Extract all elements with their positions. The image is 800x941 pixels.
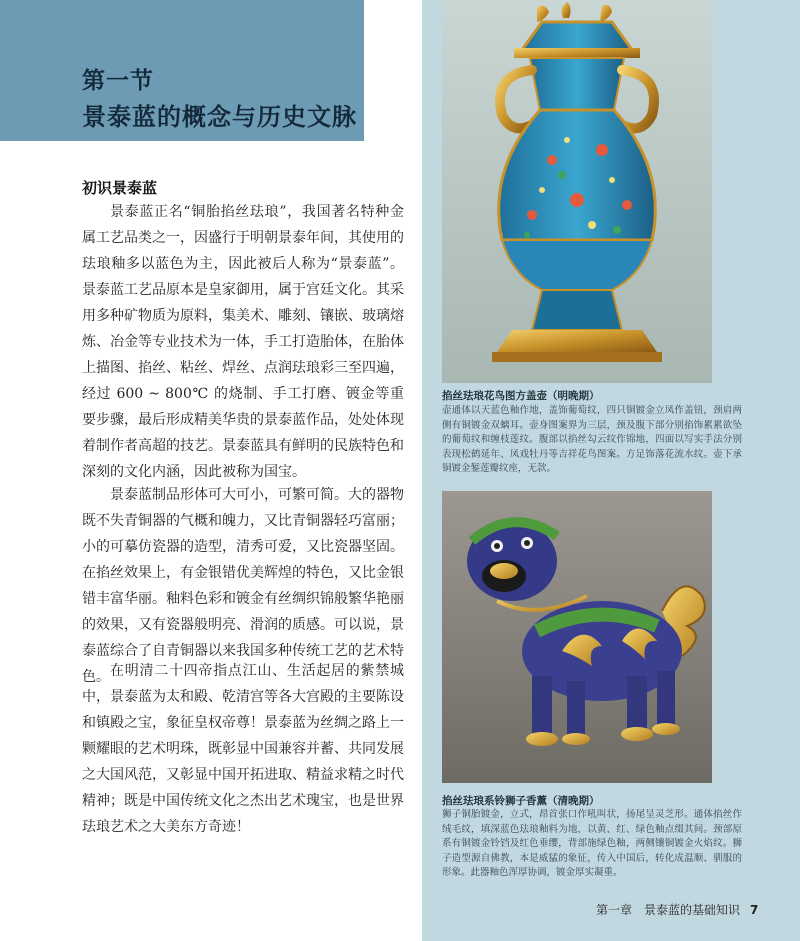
body-paragraph: 景泰蓝制品形体可大可小，可繁可简。大的器物既不失青铜器的气概和魄力，又比青铜器轻巧富丽；小的可摹仿瓷器的造型，清秀可爱，又比瓷器坚固。在掐丝效果上，有金银错优美辉煌的特色，又比金银错丰富华丽。釉料色彩和镀金有丝绸织锦般繁华艳丽的效果，又有瓷器般明亮、滑润的质感。可以说，景泰蓝综合了自青铜器以来我国多种传统工艺的艺术特色。 bbox=[82, 487, 404, 685]
lion-photo bbox=[442, 491, 712, 783]
body-paragraph: 景泰蓝正名“铜胎掐丝珐琅”，我国著名特种金属工艺品类之一，因盛行于明朝景泰年间，其使用的珐琅釉多以蓝色为主，因此被后人称为“景泰蓝”。景泰蓝工艺品原本是皇家御用，属于宫廷文化。其采用多种矿物质为原料，集美术、雕刻、镶嵌、玻璃熔炼、冶金等专业技术为一体，手工打造胎体，在胎体上描图、掐丝、粘丝、焊丝、点润珐琅彩三至四遍，经过 600 ~ 800℃ 的烧制、手工打磨、镀金等重要步骤，最后形成精美华贵的景泰蓝作品，处处体现着制作者高超的技艺。景泰蓝具有鲜明的民族特色和深刻的文化内涵，因此被称为国宝。 bbox=[82, 204, 404, 480]
section-title-box bbox=[0, 0, 364, 141]
figure-caption-title: 掐丝珐琅花鸟图方盖壶（明晚期） bbox=[442, 390, 600, 402]
section-number: 第一节 bbox=[82, 67, 154, 94]
vase-illustration bbox=[442, 0, 712, 383]
figure-caption-text: 壶通体以天蓝色釉作地，盖饰葡萄纹，四只铜镀金立凤作盖钮，颈肩两侧有铜镀金双螭耳。壶身图案界为三层，颈及腹下部分别掐饰累累欲坠的葡萄纹和缠枝莲纹。腹部以掐丝勾云纹作锦地，四面以写实手法分别表现松鹤延年、凤戏牡丹等吉祥花鸟图案。方足饰落花流水纹。壶下承铜镀金錾莲瓣纹座，无款。 bbox=[442, 405, 742, 474]
section-title: 景泰蓝的概念与历史文脉 bbox=[82, 102, 357, 131]
body-paragraph: 在明清二十四帝指点江山、生活起居的紫禁城中，景泰蓝为太和殿、乾清宫等各大宫殿的主要陈设和镇殿之宝，象征皇权帝尊！景泰蓝为丝绸之路上一颗耀眼的艺术明珠，既彰显中国兼容并蓄、共同发展之大国风范，又彰显中国开拓进取、精益求精之时代精神；既是中国传统文化之杰出艺术瑰宝，也是世界珐琅艺术之大美东方奇迹！ bbox=[82, 663, 404, 835]
figure-caption-text: 狮子铜胎镀金，立式，昂首张口作吼叫状，扬尾呈灵芝形。通体掐丝作绒毛纹，填深蓝色珐琅釉料为地，以黄、红、绿色釉点缀其间。颈部原系有铜镀金铃铛及红色垂缨，背部施绿色釉，两侧镶铜镀金火焰纹。狮子造型源自佛教，本是威猛的象征，传入中国后，转化成温顺、驯服的形象。此器釉色浑厚协调，镀金厚实凝重。 bbox=[442, 809, 742, 878]
lion-illustration bbox=[442, 491, 712, 783]
page-footer bbox=[596, 901, 758, 918]
page-number: 7 bbox=[750, 903, 759, 917]
figure-caption-title: 掐丝珐琅系铃狮子香薰（清晚期） bbox=[442, 795, 600, 807]
chapter-label: 第一章 景泰蓝的基础知识 bbox=[596, 903, 741, 917]
vase-photo bbox=[442, 0, 712, 383]
subheading: 初识景泰蓝 bbox=[82, 179, 158, 197]
